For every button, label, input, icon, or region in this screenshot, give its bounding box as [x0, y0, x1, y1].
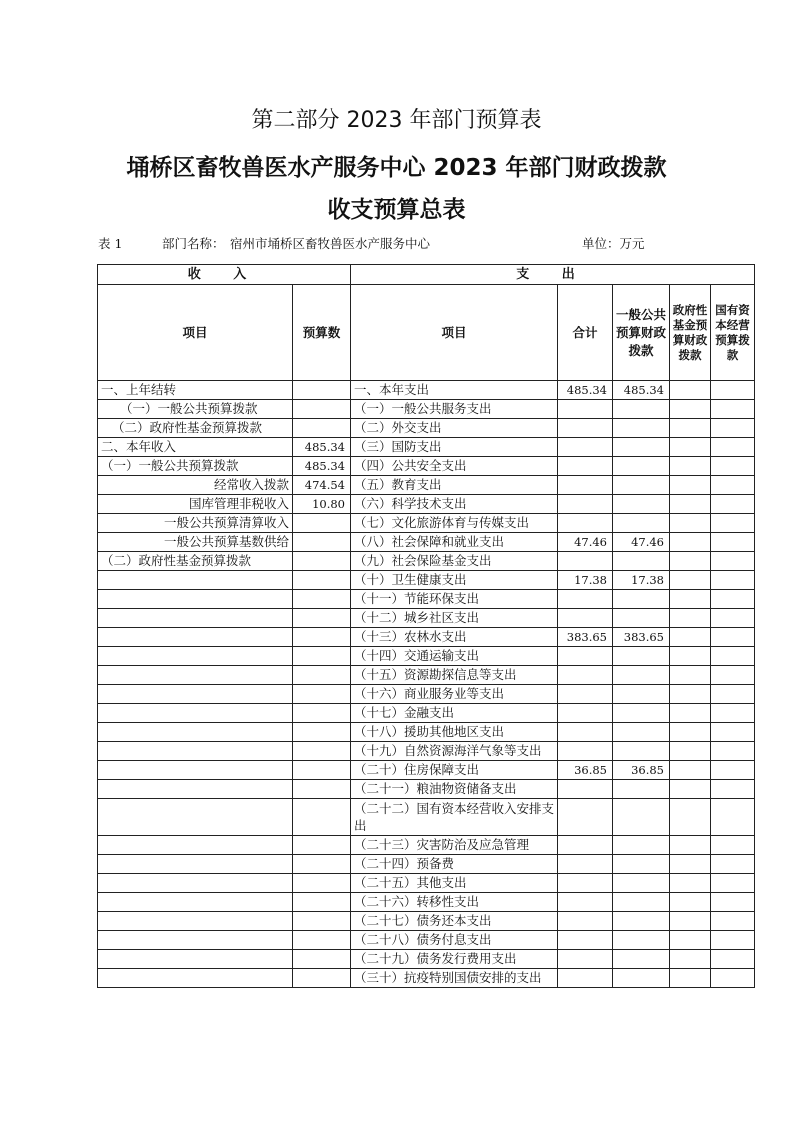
expense-item-cell: （一）一般公共服务支出 — [351, 400, 558, 419]
expense-item-cell: （三）国防支出 — [351, 438, 558, 457]
income-budget-cell — [293, 969, 351, 988]
income-item-cell — [98, 950, 293, 969]
expense-item-cell: （七）文化旅游体育与传媒支出 — [351, 514, 558, 533]
expense-item-cell: （二十九）债务发行费用支出 — [351, 950, 558, 969]
state-capital-cell — [711, 893, 755, 912]
expense-item-cell: （三十）抗疫特别国债安排的支出 — [351, 969, 558, 988]
document-subtitle: 收支预算总表 — [327, 197, 466, 223]
general-budget-cell — [613, 457, 670, 476]
income-item-header: 项目 — [98, 285, 293, 381]
general-budget-cell — [613, 666, 670, 685]
document-title: 埇桥区畜牧兽医水产服务中心 2023 年部门财政拨款 — [126, 155, 667, 181]
state-capital-cell — [711, 799, 755, 836]
income-budget-cell — [293, 628, 351, 647]
fund-budget-cell — [670, 476, 711, 495]
general-budget-cell — [613, 552, 670, 571]
income-budget-cell — [293, 514, 351, 533]
table-row — [98, 685, 755, 704]
income-item-cell — [98, 969, 293, 988]
income-section-header: 收 入 — [98, 265, 351, 285]
total-cell — [558, 799, 613, 836]
table-row — [98, 950, 755, 969]
fund-budget-cell — [670, 419, 711, 438]
general-budget-cell — [613, 780, 670, 799]
fund-budget-cell — [670, 836, 711, 855]
general-budget-cell — [613, 742, 670, 761]
table-row — [98, 438, 755, 457]
expense-item-cell: （二十三）灾害防治及应急管理 — [351, 836, 558, 855]
general-budget-cell: 36.85 — [613, 761, 670, 780]
income-item-cell — [98, 590, 293, 609]
expense-item-cell: （四）公共安全支出 — [351, 457, 558, 476]
state-capital-cell — [711, 742, 755, 761]
income-budget-cell — [293, 647, 351, 666]
fund-budget-cell — [670, 874, 711, 893]
income-budget-cell — [293, 874, 351, 893]
general-budget-cell — [613, 874, 670, 893]
general-budget-cell — [613, 723, 670, 742]
expense-item-cell: （二十四）预备费 — [351, 855, 558, 874]
fund-budget-cell — [670, 438, 711, 457]
table-row — [98, 666, 755, 685]
general-budget-cell — [613, 685, 670, 704]
total-cell — [558, 855, 613, 874]
expense-item-cell: （八）社会保障和就业支出 — [351, 533, 558, 552]
income-item-cell: （二）政府性基金预算拨款 — [98, 419, 293, 438]
fund-budget-cell — [670, 855, 711, 874]
state-capital-cell — [711, 836, 755, 855]
table-row — [98, 400, 755, 419]
income-item-cell — [98, 723, 293, 742]
income-budget-cell — [293, 950, 351, 969]
expense-item-cell: （十六）商业服务业等支出 — [351, 685, 558, 704]
total-cell — [558, 912, 613, 931]
fund-budget-cell — [670, 514, 711, 533]
total-cell — [558, 438, 613, 457]
state-capital-cell — [711, 628, 755, 647]
general-budget-cell — [613, 704, 670, 723]
state-capital-cell — [711, 495, 755, 514]
table-row — [98, 590, 755, 609]
total-cell — [558, 419, 613, 438]
expense-item-cell: （五）教育支出 — [351, 476, 558, 495]
expense-item-cell: （二十二）国有资本经营收入安排支出 — [351, 799, 558, 836]
general-budget-cell — [613, 950, 670, 969]
fund-budget-cell — [670, 457, 711, 476]
state-capital-cell — [711, 476, 755, 495]
state-capital-cell — [711, 552, 755, 571]
general-budget-cell — [613, 647, 670, 666]
total-cell — [558, 723, 613, 742]
general-budget-cell — [613, 799, 670, 836]
total-cell — [558, 552, 613, 571]
income-item-cell: 一般公共预算基数供给 — [98, 533, 293, 552]
expense-item-cell: （二十）住房保障支出 — [351, 761, 558, 780]
total-cell — [558, 400, 613, 419]
table-row — [98, 931, 755, 950]
total-cell — [558, 780, 613, 799]
income-budget-cell — [293, 533, 351, 552]
income-budget-cell — [293, 571, 351, 590]
table-row — [98, 628, 755, 647]
total-cell: 47.46 — [558, 533, 613, 552]
fund-budget-cell — [670, 969, 711, 988]
total-cell — [558, 742, 613, 761]
income-budget-cell — [293, 893, 351, 912]
income-item-cell — [98, 647, 293, 666]
total-cell — [558, 836, 613, 855]
income-item-cell — [98, 704, 293, 723]
table-row — [98, 893, 755, 912]
state-capital-header: 国有资本经营预算拨款 — [711, 285, 755, 381]
income-item-cell — [98, 742, 293, 761]
expense-item-cell: （十九）自然资源海洋气象等支出 — [351, 742, 558, 761]
table-row — [98, 969, 755, 988]
expense-item-cell: （十五）资源勘探信息等支出 — [351, 666, 558, 685]
income-budget-cell — [293, 704, 351, 723]
expense-item-cell: （十）卫生健康支出 — [351, 571, 558, 590]
state-capital-cell — [711, 438, 755, 457]
total-cell — [558, 874, 613, 893]
total-cell — [558, 647, 613, 666]
income-item-cell — [98, 893, 293, 912]
income-item-cell — [98, 609, 293, 628]
total-cell — [558, 666, 613, 685]
total-cell — [558, 969, 613, 988]
income-budget-cell — [293, 609, 351, 628]
fund-budget-cell — [670, 609, 711, 628]
income-item-cell — [98, 761, 293, 780]
total-cell — [558, 495, 613, 514]
fund-budget-cell — [670, 912, 711, 931]
table-row — [98, 571, 755, 590]
unit-label: 单位：万元 — [582, 236, 645, 251]
income-budget-cell — [293, 552, 351, 571]
income-budget-cell — [293, 761, 351, 780]
table-row — [98, 495, 755, 514]
fund-budget-cell — [670, 931, 711, 950]
state-capital-cell — [711, 647, 755, 666]
income-item-cell: 一般公共预算清算收入 — [98, 514, 293, 533]
table-row — [98, 799, 755, 836]
income-budget-cell — [293, 666, 351, 685]
fund-budget-cell — [670, 400, 711, 419]
expense-item-cell: （十八）援助其他地区支出 — [351, 723, 558, 742]
state-capital-cell — [711, 855, 755, 874]
state-capital-cell — [711, 400, 755, 419]
state-capital-cell — [711, 381, 755, 400]
expense-item-cell: （二十六）转移性支出 — [351, 893, 558, 912]
fund-budget-cell — [670, 533, 711, 552]
income-budget-cell — [293, 723, 351, 742]
state-capital-cell — [711, 780, 755, 799]
state-capital-cell — [711, 457, 755, 476]
income-item-cell — [98, 685, 293, 704]
income-budget-cell: 474.54 — [293, 476, 351, 495]
general-budget-cell — [613, 438, 670, 457]
income-item-cell — [98, 799, 293, 836]
total-cell: 17.38 — [558, 571, 613, 590]
table-row — [98, 761, 755, 780]
total-cell — [558, 931, 613, 950]
income-item-cell — [98, 855, 293, 874]
expense-item-cell: （二十八）债务付息支出 — [351, 931, 558, 950]
expense-item-cell: （二十一）粮油物资储备支出 — [351, 780, 558, 799]
table-row — [98, 704, 755, 723]
general-budget-cell — [613, 476, 670, 495]
state-capital-cell — [711, 514, 755, 533]
general-budget-cell — [613, 419, 670, 438]
table-row — [98, 874, 755, 893]
table-row — [98, 457, 755, 476]
total-cell: 36.85 — [558, 761, 613, 780]
income-item-cell: 一、上年结转 — [98, 381, 293, 400]
total-cell — [558, 476, 613, 495]
expense-item-cell: （十四）交通运输支出 — [351, 647, 558, 666]
general-budget-cell — [613, 609, 670, 628]
part-title: 第二部分 2023 年部门预算表 — [251, 108, 542, 133]
income-item-cell: 国库管理非税收入 — [98, 495, 293, 514]
state-capital-cell — [711, 685, 755, 704]
general-budget-cell: 485.34 — [613, 381, 670, 400]
general-budget-cell — [613, 912, 670, 931]
fund-budget-cell — [670, 647, 711, 666]
department-name: 宿州市埇桥区畜牧兽医水产服务中心 — [230, 236, 431, 251]
state-capital-cell — [711, 533, 755, 552]
expense-item-cell: （十七）金融支出 — [351, 704, 558, 723]
income-budget-cell — [293, 912, 351, 931]
table-row — [98, 836, 755, 855]
general-budget-cell — [613, 514, 670, 533]
fund-budget-cell — [670, 495, 711, 514]
table-row — [98, 647, 755, 666]
department-label: 部门名称： — [162, 236, 225, 251]
table-row — [98, 855, 755, 874]
fund-budget-cell — [670, 552, 711, 571]
income-item-cell: （一）一般公共预算拨款 — [98, 457, 293, 476]
state-capital-cell — [711, 950, 755, 969]
general-budget-cell: 383.65 — [613, 628, 670, 647]
state-capital-cell — [711, 931, 755, 950]
general-budget-cell — [613, 969, 670, 988]
table-row — [98, 912, 755, 931]
total-cell: 485.34 — [558, 381, 613, 400]
fund-budget-cell — [670, 799, 711, 836]
table-row — [98, 609, 755, 628]
total-cell — [558, 893, 613, 912]
expense-item-header: 项目 — [351, 285, 558, 381]
total-cell — [558, 685, 613, 704]
income-budget-cell: 10.80 — [293, 495, 351, 514]
expense-item-cell: （二十七）债务还本支出 — [351, 912, 558, 931]
expense-item-cell: （十三）农林水支出 — [351, 628, 558, 647]
budget-summary-table — [97, 264, 755, 988]
income-budget-cell: 485.34 — [293, 438, 351, 457]
income-item-cell — [98, 780, 293, 799]
general-budget-cell — [613, 495, 670, 514]
income-item-cell: （一）一般公共预算拨款 — [98, 400, 293, 419]
total-cell — [558, 514, 613, 533]
expense-section-header: 支 出 — [351, 265, 755, 285]
income-item-cell — [98, 874, 293, 893]
table-row — [98, 742, 755, 761]
income-budget-cell — [293, 400, 351, 419]
table-row — [98, 533, 755, 552]
state-capital-cell — [711, 969, 755, 988]
state-capital-cell — [711, 704, 755, 723]
fund-budget-header: 政府性基金预算财政拨款 — [670, 285, 711, 381]
income-budget-cell — [293, 855, 351, 874]
income-budget-cell: 485.34 — [293, 457, 351, 476]
general-budget-cell — [613, 400, 670, 419]
income-item-cell — [98, 571, 293, 590]
expense-item-cell: （二十五）其他支出 — [351, 874, 558, 893]
income-budget-cell — [293, 799, 351, 836]
fund-budget-cell — [670, 723, 711, 742]
fund-budget-cell — [670, 950, 711, 969]
income-item-cell: 经常收入拨款 — [98, 476, 293, 495]
fund-budget-cell — [670, 381, 711, 400]
expense-item-cell: （十二）城乡社区支出 — [351, 609, 558, 628]
income-budget-cell — [293, 381, 351, 400]
table-row — [98, 514, 755, 533]
total-cell — [558, 457, 613, 476]
fund-budget-cell — [670, 666, 711, 685]
income-item-cell: （二）政府性基金预算拨款 — [98, 552, 293, 571]
state-capital-cell — [711, 571, 755, 590]
general-budget-header: 一般公共预算财政拨款 — [613, 285, 670, 381]
expense-item-cell: （二）外交支出 — [351, 419, 558, 438]
general-budget-cell — [613, 855, 670, 874]
state-capital-cell — [711, 912, 755, 931]
income-item-cell — [98, 836, 293, 855]
general-budget-cell: 17.38 — [613, 571, 670, 590]
state-capital-cell — [711, 609, 755, 628]
income-budget-cell — [293, 931, 351, 950]
fund-budget-cell — [670, 704, 711, 723]
income-budget-cell — [293, 780, 351, 799]
total-cell — [558, 609, 613, 628]
state-capital-cell — [711, 874, 755, 893]
income-budget-cell — [293, 419, 351, 438]
table-row — [98, 381, 755, 400]
total-cell: 383.65 — [558, 628, 613, 647]
total-cell — [558, 704, 613, 723]
state-capital-cell — [711, 761, 755, 780]
table-row — [98, 476, 755, 495]
fund-budget-cell — [670, 761, 711, 780]
fund-budget-cell — [670, 628, 711, 647]
total-header: 合计 — [558, 285, 613, 381]
state-capital-cell — [711, 590, 755, 609]
income-item-cell — [98, 931, 293, 950]
table-row — [98, 419, 755, 438]
total-cell — [558, 950, 613, 969]
fund-budget-cell — [670, 571, 711, 590]
income-item-cell — [98, 912, 293, 931]
expense-item-cell: 一、本年支出 — [351, 381, 558, 400]
general-budget-cell — [613, 931, 670, 950]
state-capital-cell — [711, 723, 755, 742]
fund-budget-cell — [670, 893, 711, 912]
table-row — [98, 552, 755, 571]
income-budget-cell — [293, 590, 351, 609]
table-number: 表 1 — [98, 236, 123, 251]
general-budget-cell — [613, 836, 670, 855]
general-budget-cell — [613, 893, 670, 912]
general-budget-cell — [613, 590, 670, 609]
fund-budget-cell — [670, 742, 711, 761]
state-capital-cell — [711, 419, 755, 438]
income-item-cell: 二、本年收入 — [98, 438, 293, 457]
fund-budget-cell — [670, 590, 711, 609]
expense-item-cell: （六）科学技术支出 — [351, 495, 558, 514]
expense-item-cell: （十一）节能环保支出 — [351, 590, 558, 609]
income-budget-header: 预算数 — [293, 285, 351, 381]
income-budget-cell — [293, 685, 351, 704]
table-row — [98, 780, 755, 799]
expense-item-cell: （九）社会保险基金支出 — [351, 552, 558, 571]
income-item-cell — [98, 666, 293, 685]
income-budget-cell — [293, 742, 351, 761]
state-capital-cell — [711, 666, 755, 685]
income-item-cell — [98, 628, 293, 647]
general-budget-cell: 47.46 — [613, 533, 670, 552]
income-budget-cell — [293, 836, 351, 855]
fund-budget-cell — [670, 685, 711, 704]
table-row — [98, 723, 755, 742]
fund-budget-cell — [670, 780, 711, 799]
total-cell — [558, 590, 613, 609]
